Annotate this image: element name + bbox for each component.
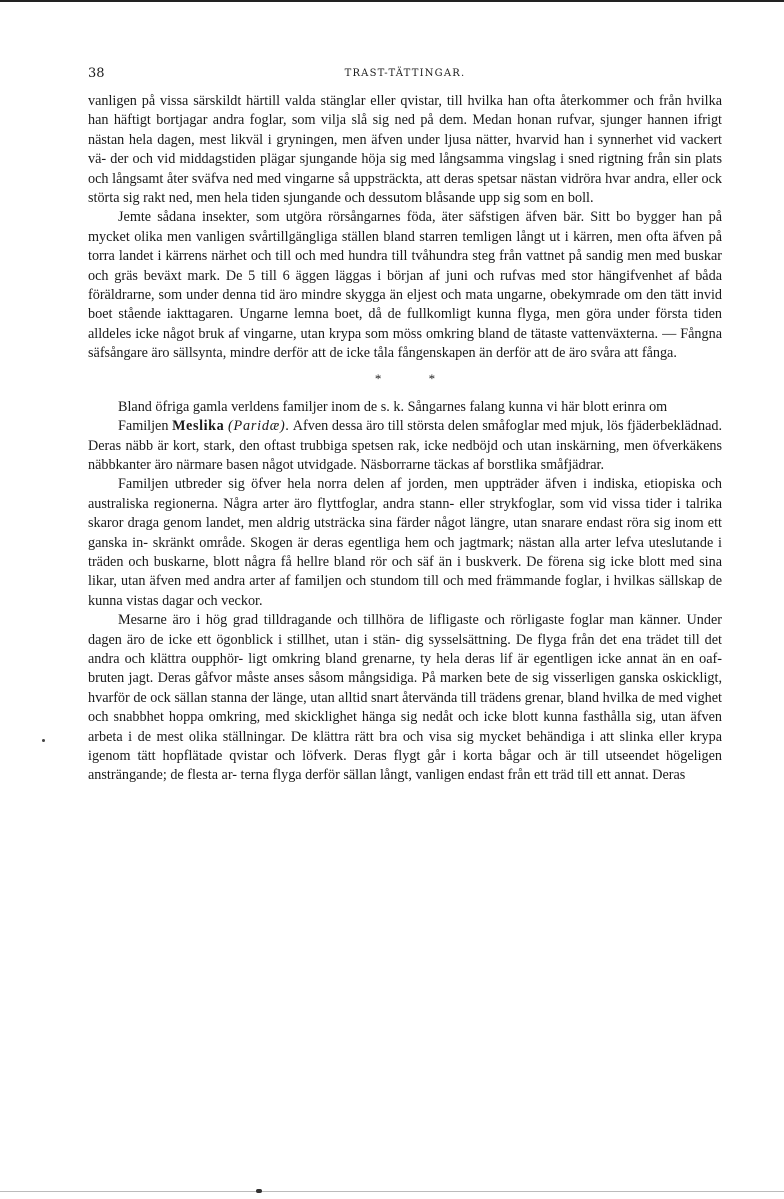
paragraph-family-meslika <box>88 417 722 475</box>
family-prefix: Familjen <box>118 418 169 435</box>
paragraph-intro: Bland öfriga gamla verldens familjer inom de s. k. Sångarnes falang kunna vi här blott erinra om <box>118 398 668 415</box>
section-asterisks: * * <box>374 370 458 386</box>
page-number: 38 <box>88 66 105 81</box>
family-latin-name: (Paridæ). <box>227 418 290 435</box>
running-title: TRAST-TÄTTINGAR. <box>344 68 466 79</box>
paragraph-distribution: Familjen utbreder sig öfver hela norra delen af jorden, men uppträder äfven i indiska, etiopiska och australiska regionerna. Några arter äro flyttfoglar, andra stann- eller strykfoglar, som vid vissa tider i talrika skaror draga genom landet, men aldrig utsträcka sina färder något längre, utan snarare endast röra sig inom ett ganska in- skränkt område. Skogen är deras egentliga hem och jagtmark; nästan alla arter lefva uteslutande i träden och buskarne, blott några få hellre bland rör och säf än i buskverk. De förena sig icke blott med sina likar, utan äfven med andra arter af familjen och stundom till och med främmande foglar, i hvilkas sällskap de kunna vistas dagar och veckor. <box>88 476 722 609</box>
margin-speck <box>42 739 45 742</box>
bottom-scan-line <box>0 1191 784 1192</box>
book-page <box>88 62 722 786</box>
paragraph-continuation: vanligen på vissa särskildt härtill valda stänglar eller qvistar, till hvilka han ofta återkommer och från hvilka han häftigt bortjagar andra foglar, som vilja slå sig ned på dem. Medan honan rufvar, sjunger hannen ifrigt nästan hela dagen, mest likväl i gryningen, men äfven under ljusa nätter, hvarvid han i synnerhet vid vackert vä- der och vid middagstiden plägar sjungande höja sig med långsamma vingslag i sned rigtning från sin plats och långsamt åter sväfva ned med vingarne så uppsträckta, att deras spetsar nästan vidröra hvar andra, eller ock störta sig rakt ned, men hela tiden sjungande och dessutom blåsande upp sig som en boll. <box>88 93 722 207</box>
paragraph-behaviour: Mesarne äro i hög grad tilldragande och tillhöra de lifligaste och rörligaste foglar man känner. Under dagen äro de icke ett ögonblick i stillhet, utan i stän- dig sysselsättning. De flyga från det ena trädet till det andra och klättra oupphör- ligt omkring bland grenarne, ty hela deras lif är egentligen icke annat än en oaf- bruten jagt. Deras gåfvor måste anses såsom mångsidiga. På marken bete de sig visserligen ganska oskickligt, hvarför de ock sällan stanna der länge, utan alltid snart återvända till trädens grenar, bland hvilka de med vighet och snabbhet hoppa omkring, med skicklighet hänga sig nedåt och icke blott kunna fasthålla sig, utan äfven arbeta i de mest olika ställningar. De klättra rätt bra och visa sig mycket behändiga i att slinka eller krypa igenom tätt hopflätade qvistar och löfverk. Deras flygt går i korta bågar och är till utseendet högeligen ansträngande; de flesta ar- terna flyga derför sällan långt, vanligen endast från ett träd till ett annat. Deras <box>88 612 722 784</box>
family-name-meslika: Meslika <box>172 418 225 435</box>
top-border-rule <box>0 0 784 2</box>
running-head <box>88 62 722 86</box>
paragraph-nesting: Jemte sådana insekter, som utgöra rörsångarnes föda, äter säfstigen äfven bär. Sitt bo bygger han på mycket olika men vanligen svårtillgängliga ställen bland starren temligen långt ut i kärren, men ofta äfven på torra landet i kärrens närhet och till och med hundra till tvåhundra steg från vattnet på sandig men med buskar och gräs beväxt mark. De 5 till 6 äggen läggas i början af juni och rufvas med stor hängifvenhet af båda föräldrarne, som under denna tid äro mindre skygga än eljest och mata ungarne, obekymrade om den tätt invid boet stående iakttagaren. Ungarne lemna boet, då de fullkomligt kunna flyga, men göra under första tiden alldeles icke något bruk af vingarne, utan krypa som möss omkring bland de tätaste vattenväxterna. — Fångna säfsångare äro sällsynta, mindre derför att de icke tåla fångenskapen än derför att de äro svåra att fånga. <box>88 209 722 362</box>
bottom-scan-mark <box>256 1189 262 1193</box>
family-description: Afven dessa äro till största delen småfoglar med mjuk, lös fjäderbeklädnad. Deras näbb är kort, stark, den oftast trubbiga spetsen rak, icke nedböjd och utan inskärning, men öfverkäkens näbbkanter äro närmare basen något utvidgade. Näsborrarne täckas af borstlika småfjädrar. <box>88 418 723 473</box>
body-text <box>88 92 722 786</box>
